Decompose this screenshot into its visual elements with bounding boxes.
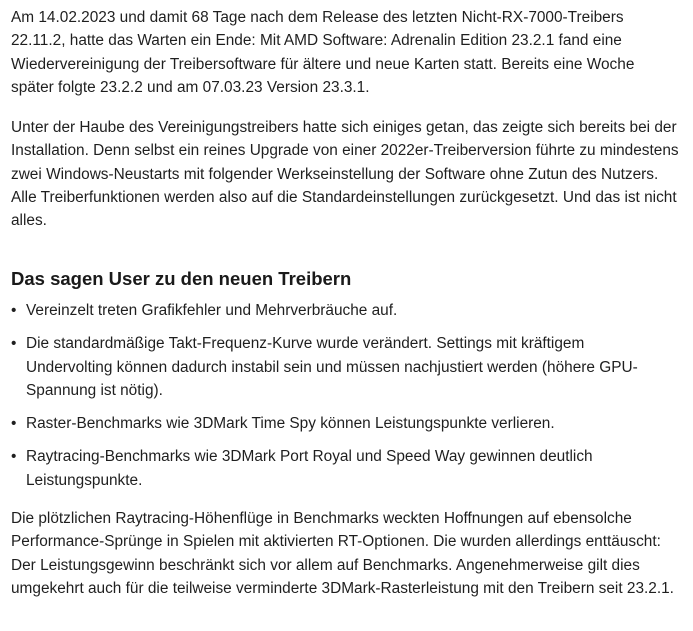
- section-heading: Das sagen User zu den neuen Treibern: [11, 268, 352, 289]
- list-item: [11, 332, 671, 402]
- list-item-text: Die standardmäßige Takt-Frequenz-Kurve wurde verändert. Settings mit kräftigem Undervolting können dadurch instabil sein und müssen nachjustiert werden (höhere GPU-Spannung ist nötig).: [26, 335, 638, 399]
- list-item-text: Raytracing-Benchmarks wie 3DMark Port Royal und Speed Way gewinnen deutlich Leistungspunkte.: [26, 448, 593, 489]
- user-feedback-list: [11, 299, 671, 502]
- list-item-text: Raster-Benchmarks wie 3DMark Time Spy können Leistungspunkte verlieren.: [26, 415, 555, 433]
- list-item-text: Vereinzelt treten Grafikfehler und Mehrverbräuche auf.: [26, 302, 398, 319]
- bullet-marker: •: [11, 335, 17, 353]
- bullet-marker: •: [11, 415, 17, 433]
- list-item: [11, 299, 671, 322]
- article-body: [11, 6, 681, 597]
- intro-paragraph: Am 14.02.2023 und damit 68 Tage nach dem Release des letzten Nicht-RX-7000-Treibers 22.11.2, hatte das Warten ein Ende: Mit AMD Software: Adrenalin Edition 23.2.1 fand eine Wiedervereinigung der Treibersoftware für ältere und neue Karten statt. Bereits eine Woche später folgte 23.2.2 und am 07.03.23 Version 23.3.1.: [11, 9, 635, 96]
- installation-paragraph: Unter der Haube des Vereinigungstreibers hatte sich einiges getan, das zeigte sich bereits bei der Installation. Denn selbst ein reines Upgrade von einer 2022er-Treiberversion führte zu mindestens zwei Windows-Neustarts mit folgender Werkseinstellung der Software ohne Zutun des Nutzers. Alle Treiberfunktionen werden also auf die Standardeinstellungen zurückgesetzt. Und das ist nicht alles.: [11, 119, 679, 230]
- closing-paragraph: Die plötzlichen Raytracing-Höhenflüge in Benchmarks weckten Hoffnungen auf ebensolche Performance-Sprünge in Spielen mit aktivierten RT-Optionen. Die wurden allerdings enttäuscht: Der Leistungsgewinn beschränkt sich vor allem auf Benchmarks. Angenehmerweise gilt dies umgekehrt auch für die teilweise verminderte 3DMark-Rasterleistung mit den Treibern seit 23.2.1.: [11, 510, 674, 597]
- list-item: [11, 445, 671, 492]
- list-item: [11, 412, 671, 435]
- bullet-marker: •: [11, 448, 17, 466]
- bullet-marker: •: [11, 302, 17, 319]
